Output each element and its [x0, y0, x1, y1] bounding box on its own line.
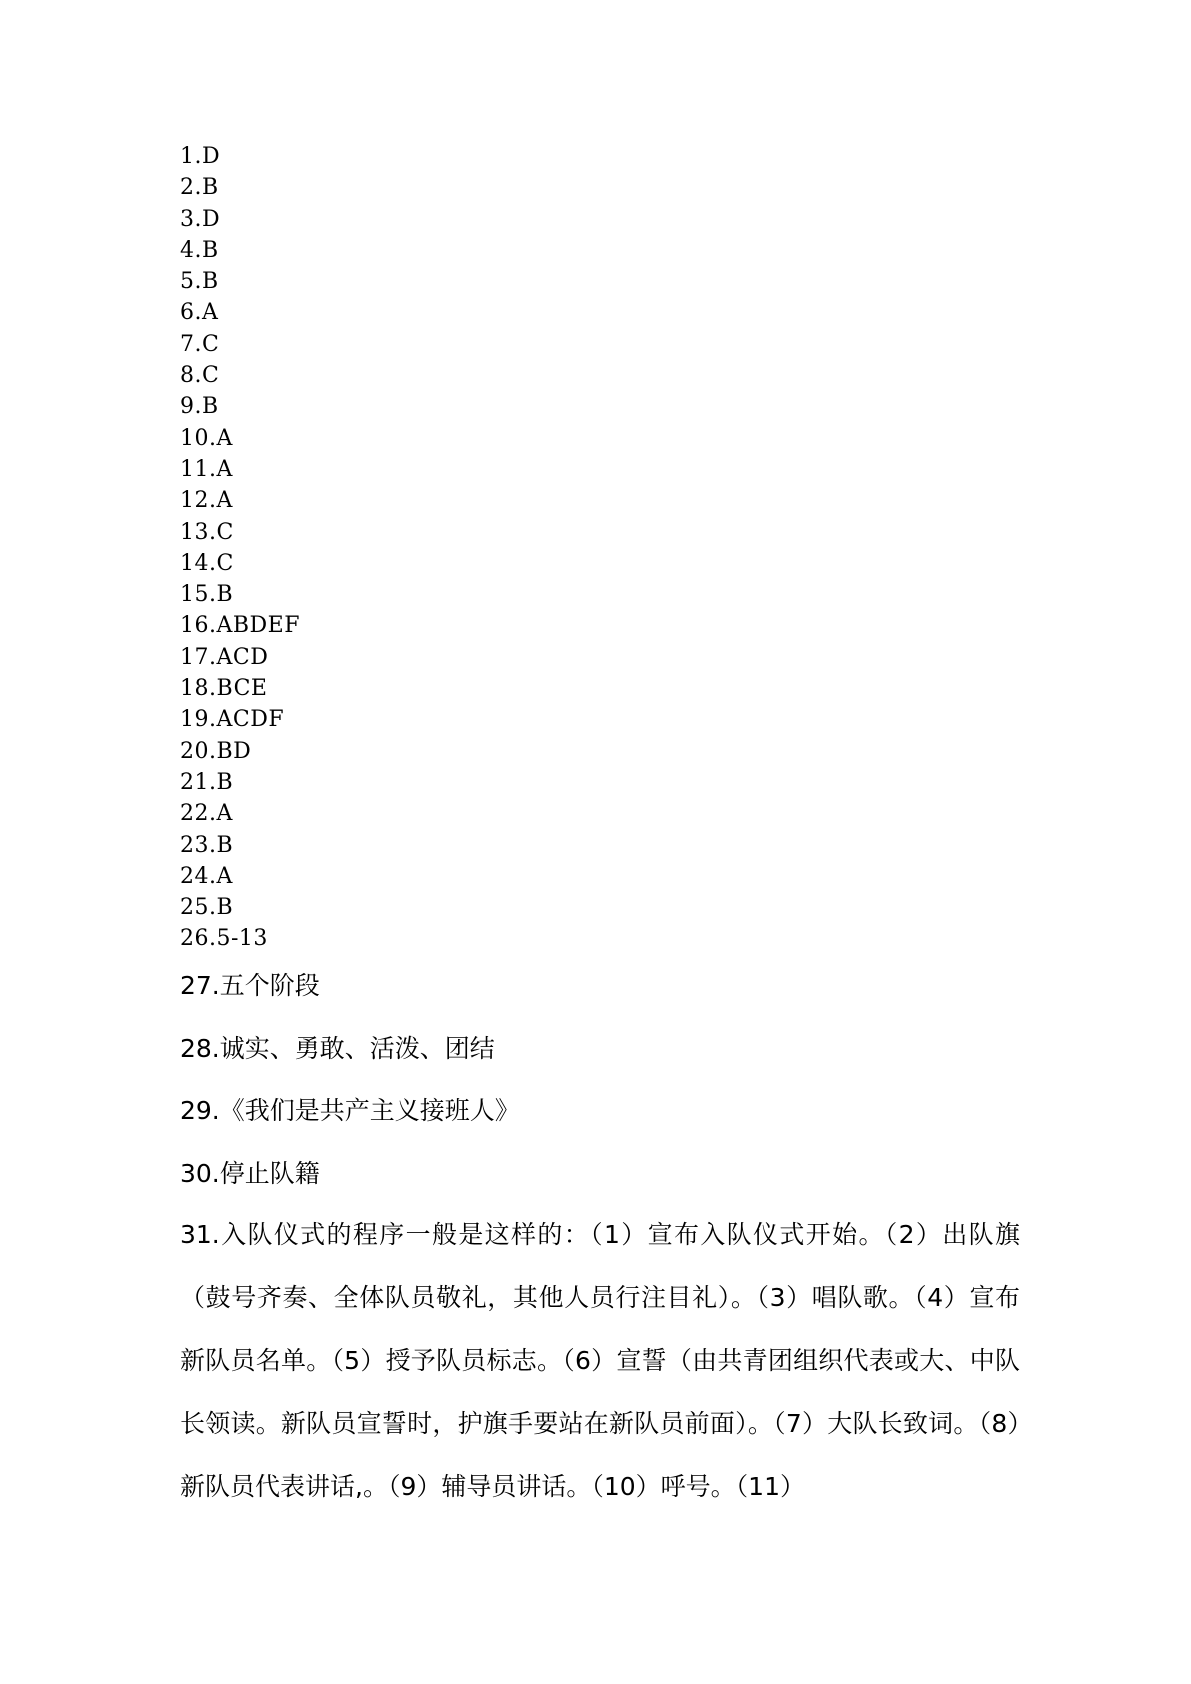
- answer-item: 28.诚实、勇敢、活泼、团结: [180, 1033, 495, 1063]
- answer-item: 20.BD: [180, 738, 252, 764]
- answer-item: 21.B: [180, 769, 234, 795]
- answer-item: 25.B: [180, 895, 234, 921]
- answer-item: 22.A: [180, 801, 233, 827]
- answer-item: 11.A: [180, 456, 233, 482]
- answer-item: 29.《我们是共产主义接班人》: [180, 1096, 520, 1125]
- answer-item: 12.A: [180, 488, 233, 514]
- answer-item: 17.ACD: [180, 644, 269, 670]
- answer-item: 15.B: [180, 582, 234, 608]
- answer-item: 30.停止队籍: [180, 1158, 320, 1188]
- answer-item: 3.D: [180, 206, 221, 232]
- answer-item: 5.B: [180, 269, 219, 295]
- answer-item: 4.B: [180, 237, 219, 263]
- answer-item: 9.B: [180, 394, 219, 420]
- answer-item: 2.B: [180, 175, 219, 201]
- answer-item: 16.ABDEF: [180, 613, 301, 639]
- answer-item: 26.5-13: [180, 926, 268, 952]
- short-answer-list: [180, 141, 300, 955]
- answer-item: 10.A: [180, 425, 233, 451]
- answer-item: 13.C: [180, 519, 234, 545]
- answer-item: 18.BCE: [180, 676, 268, 702]
- answer-item: 6.A: [180, 300, 219, 326]
- answer-31-paragraph: 31.入队仪式的程序一般是这样的：（1）宣布入队仪式开始。（2）出队旗（鼓号齐奏、全体队员敬礼，其他人员行注目礼）。（3）唱队歌。（4）宣布新队员名单。（5）授予队员标志。（6）宣誓（由共青团组织代表或大、中队长领读。新队员宣誓时，护旗手要站在新队员前面）。（7）大队长致词。（8）新队员代表讲话,。（9）辅导员讲话。（10）呼号。（11）: [180, 1220, 1020, 1501]
- answer-item: 19.ACDF: [180, 707, 285, 733]
- answer-item: 1.D: [180, 144, 221, 169]
- answer-item: 14.C: [180, 550, 234, 576]
- answer-item: 27.五个阶段: [180, 971, 320, 1000]
- answer-item: 7.C: [180, 331, 220, 357]
- answer-item: 23.B: [180, 832, 234, 858]
- answer-item: 8.C: [180, 363, 220, 389]
- long-answer-list: [180, 962, 1020, 1212]
- answer-item: 24.A: [180, 863, 233, 889]
